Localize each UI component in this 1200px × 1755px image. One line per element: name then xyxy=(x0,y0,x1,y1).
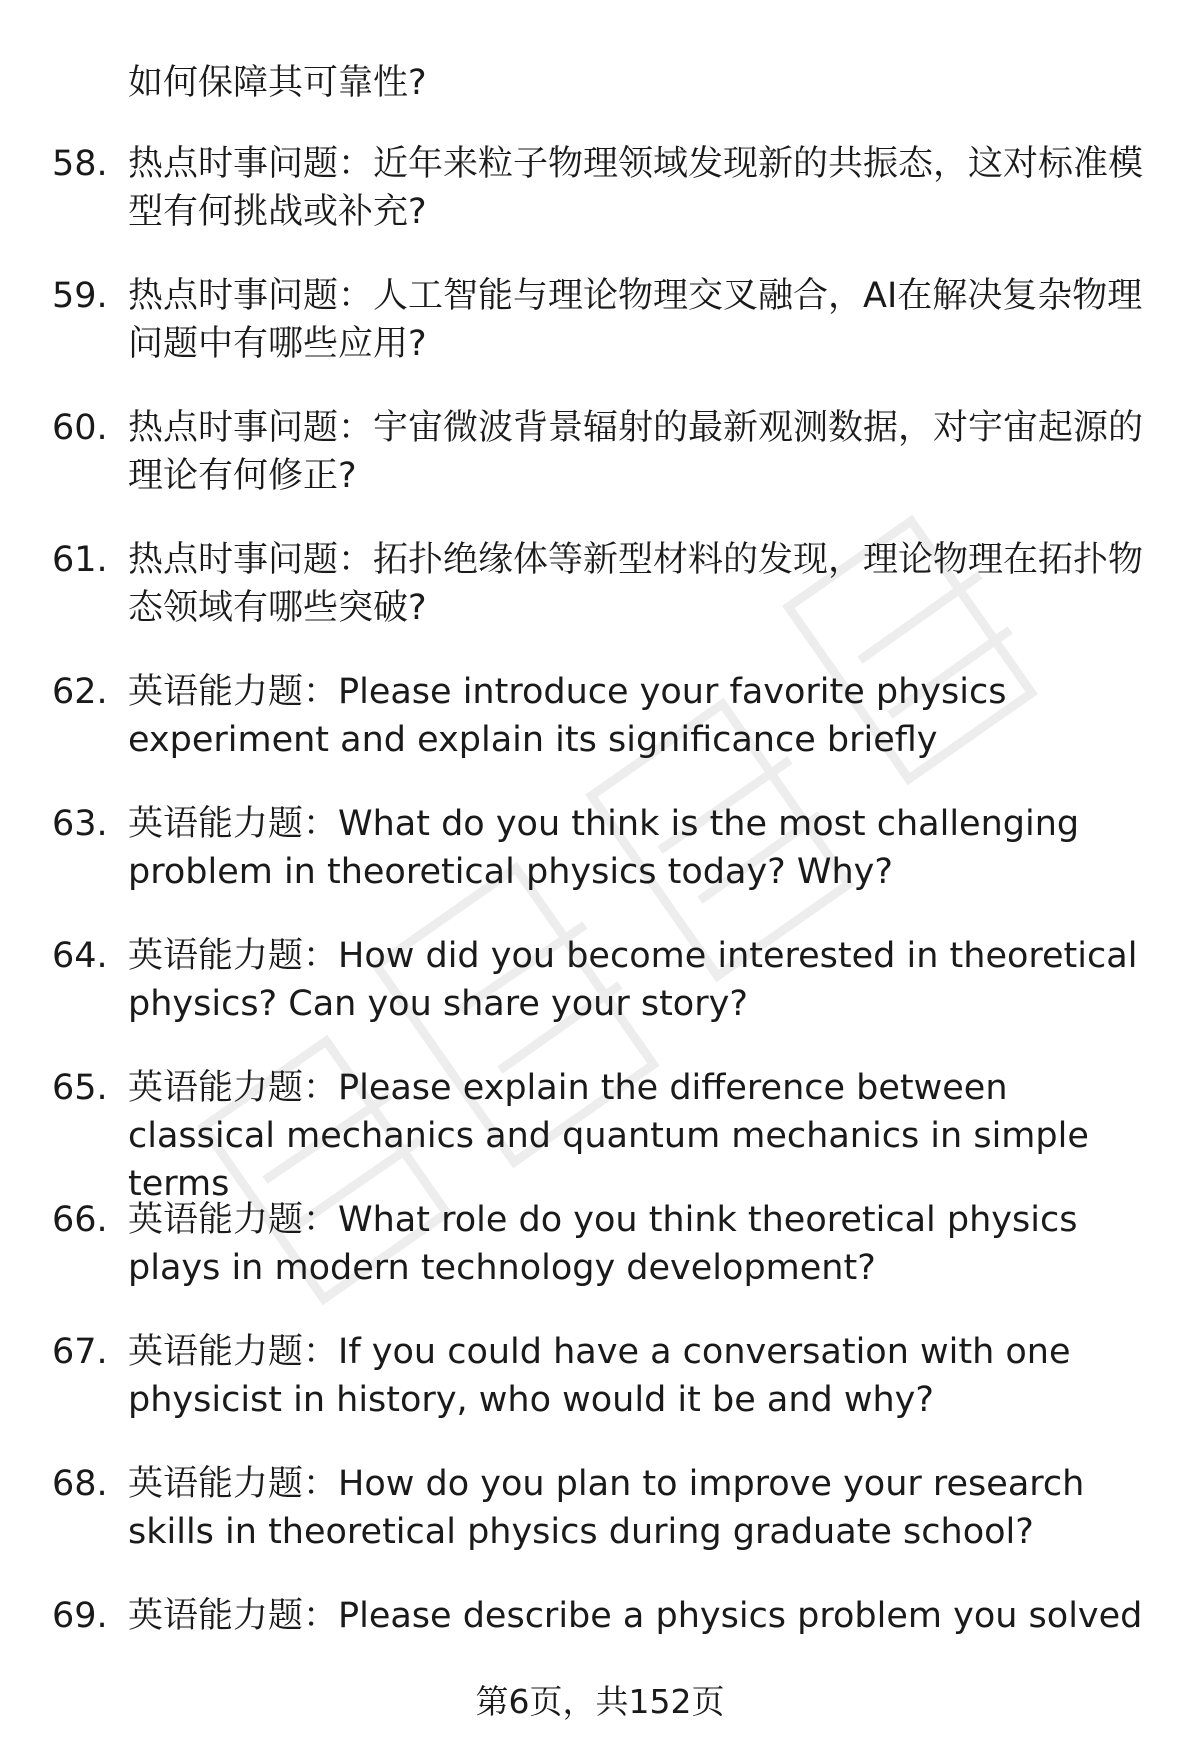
question-text: 英语能力题：Please introduce your favorite physics experiment and explain its significance briefly xyxy=(128,672,1007,760)
question-item xyxy=(0,1328,1200,1460)
question-item xyxy=(0,536,1200,668)
question-number: 67. xyxy=(52,1332,108,1372)
question-text: 热点时事问题：宇宙微波背景辐射的最新观测数据，对宇宙起源的理论有何修正? xyxy=(128,408,1144,496)
question-item xyxy=(0,1196,1200,1328)
question-text: 英语能力题：What role do you think theoretical physics plays in modern technology development? xyxy=(128,1200,1078,1288)
question-text: 英语能力题：Please explain the difference between classical mechanics and quantum mechanics in simple terms xyxy=(128,1068,1089,1204)
question-number: 66. xyxy=(52,1200,108,1240)
question-item xyxy=(0,404,1200,536)
question-item xyxy=(0,1460,1200,1592)
question-number: 61. xyxy=(52,540,108,580)
question-text: 英语能力题：How did you become interested in theoretical physics? Can you share your story? xyxy=(128,936,1138,1024)
question-item xyxy=(0,668,1200,800)
question-item xyxy=(0,800,1200,932)
question-number: 59. xyxy=(52,276,108,316)
question-text: 英语能力题：How do you plan to improve your research skills in theoretical physics during graduate school? xyxy=(128,1464,1085,1552)
question-text: 英语能力题：What do you think is the most challenging problem in theoretical physics today? Why? xyxy=(128,804,1080,892)
question-item xyxy=(0,1064,1200,1204)
question-number: 68. xyxy=(52,1464,108,1504)
question-number: 60. xyxy=(52,408,108,448)
page-footer: 第6页，共152页 xyxy=(475,1682,725,1721)
question-item xyxy=(0,932,1200,1064)
question-number: 64. xyxy=(52,936,108,976)
question-text: 英语能力题：Please describe a physics problem you solved xyxy=(128,1596,1143,1636)
question-item xyxy=(0,272,1200,404)
question-number: 63. xyxy=(52,804,108,844)
question-list xyxy=(0,140,1200,1724)
question-text: 热点时事问题：人工智能与理论物理交叉融合，AI在解决复杂物理问题中有哪些应用? xyxy=(128,276,1143,364)
question-number: 58. xyxy=(52,144,108,184)
question-number: 62. xyxy=(52,672,108,712)
question-text: 热点时事问题：近年来粒子物理领域发现新的共振态，这对标准模型有何挑战或补充? xyxy=(128,144,1144,232)
question-text: 热点时事问题：拓扑绝缘体等新型材料的发现，理论物理在拓扑物态领域有哪些突破? xyxy=(128,540,1144,628)
question-number: 69. xyxy=(52,1596,108,1636)
question-number: 65. xyxy=(52,1068,108,1108)
question-text: 英语能力题：If you could have a conversation with one physicist in history, who would it be and why? xyxy=(128,1332,1071,1420)
continued-question-text: 如何保障其可靠性? xyxy=(128,63,427,103)
question-item xyxy=(0,140,1200,272)
